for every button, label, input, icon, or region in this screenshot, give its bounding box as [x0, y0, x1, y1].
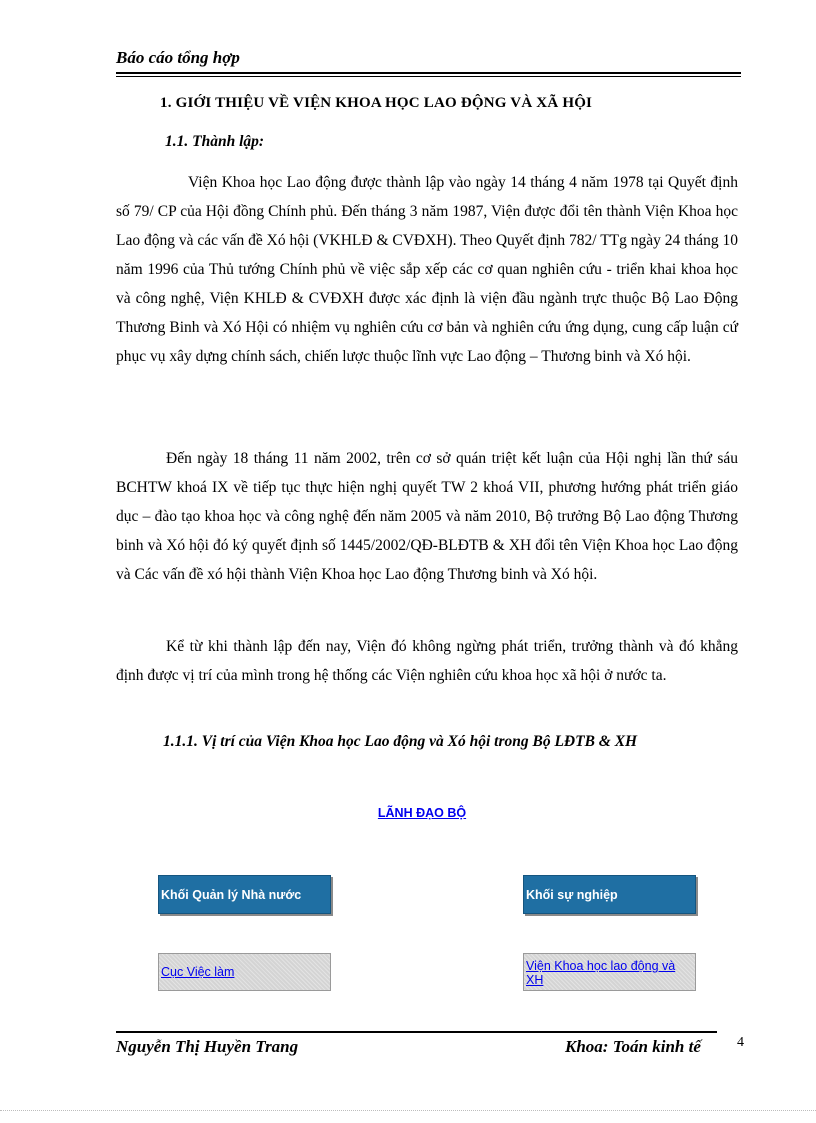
page-number: 4 — [737, 1035, 744, 1050]
org-box-public-service[interactable]: Khối sự nghiệp — [523, 875, 696, 914]
org-box-state-management[interactable]: Khối Quản lý Nhà nước — [158, 875, 331, 914]
paragraph-development: Kể từ khi thành lập đến nay, Viện đó không ngừng phát triển, trưởng thành và đó khẳng định được vị trí của mình trong hệ thống các Viện nghiên cứu khoa học xã hội ở nước ta. — [116, 638, 738, 684]
page-bottom-border — [0, 1110, 816, 1111]
header-title: Báo cáo tổng hợp — [116, 48, 240, 67]
org-box-employment-dept-link[interactable]: Cục Việc làm — [161, 965, 235, 979]
footer-author: Nguyễn Thị Huyền Trang — [116, 1037, 299, 1056]
section-heading: 1. GIỚI THIỆU VỀ VIỆN KHOA HỌC LAO ĐỘNG VÀ XÃ HỘI — [160, 95, 593, 111]
subsection-heading: 1.1. Thành lập: — [165, 133, 265, 150]
org-chart-top-link[interactable]: LÃNH ĐẠO BỘ — [377, 806, 467, 820]
footer-rule — [116, 1031, 717, 1033]
org-box-employment-dept[interactable] — [158, 953, 331, 991]
subsubsection-heading: 1.1.1. Vị trí của Viện Khoa học Lao động và Xó hội trong Bộ LĐTB & XH — [163, 733, 638, 750]
paragraph-renaming: Đến ngày 18 tháng 11 năm 2002, trên cơ sở quán triệt kết luận của Hội nghị lần thứ sáu BCHTW khoá IX về tiếp tục thực hiện nghị quyết TW 2 khoá VII, phương hướng phát triển giáo dục – đào tạo khoa học và công nghệ đến năm 2005 và năm 2010, Bộ trưởng Bộ Lao động Thương binh và Xó hội đó ký quyết định số 1445/2002/QĐ-BLĐTB & XH đổi tên Viện Khoa học Lao động và Các vấn đề xó hội thành Viện Khoa học Lao động Thương binh và Xó hội. — [116, 450, 738, 583]
org-box-institute[interactable] — [523, 953, 696, 991]
footer-faculty: Khoa: Toán kinh tế — [565, 1037, 701, 1056]
org-box-institute-link[interactable]: Viện Khoa học lao động và XH — [526, 959, 676, 987]
header-rule-thin — [116, 76, 741, 77]
paragraph-founding: Viện Khoa học Lao động được thành lập vào ngày 14 tháng 4 năm 1978 tại Quyết định số 79/ CP của Hội đồng Chính phủ. Đến tháng 3 năm 1987, Viện được đổi tên thành Viện Khoa học Lao động và các vấn đề Xó hội (VKHLĐ & CVĐXH). Theo Quyết định 782/ TTg ngày 24 tháng 10 năm 1996 của Thủ tướng Chính phủ về việc sắp xếp các cơ quan nghiên cứu - triển khai khoa học và công nghệ, Viện KHLĐ & CVĐXH được xác định là viện đầu ngành trực thuộc Bộ Lao Động Thương Binh và Xó Hội có nhiệm vụ nghiên cứu cơ bản và nghiên cứu ứng dụng, cung cấp luận cứ phục vụ xây dựng chính sách, chiến lược thuộc lĩnh vực Lao động – Thương binh và Xó hội. — [116, 174, 738, 365]
header-rule — [116, 72, 741, 74]
